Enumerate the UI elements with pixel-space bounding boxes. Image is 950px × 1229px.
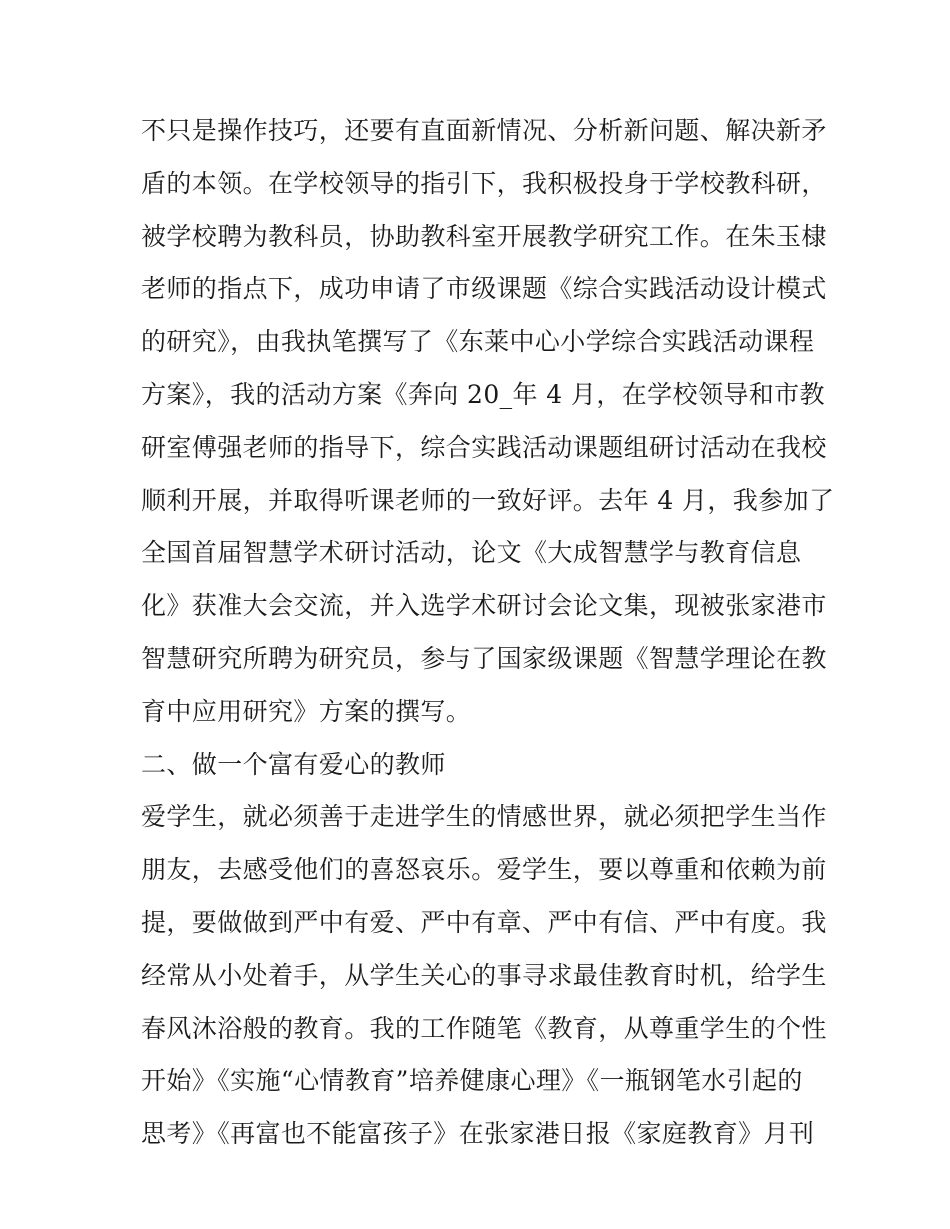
text-line: 朋友，去感受他们的喜怒哀乐。爱学生，要以尊重和依赖为前 [141, 855, 827, 885]
text-line: 方案》，我的活动方案《奔向 20_年 4 月，在学校领导和市教 [141, 379, 825, 409]
text-line: 盾的本领。在学校领导的指引下，我积极投身于学校教科研， [141, 168, 827, 198]
text-line: 爱学生，就必须善于走进学生的情感世界，就必须把学生当作 [141, 802, 827, 832]
text-line: 不只是操作技巧，还要有直面新情况、分析新问题、解决新矛 [141, 116, 827, 145]
text-line: 老师的指点下，成功申请了市级课题《综合实践活动设计模式 [141, 274, 827, 304]
text-line: 开始》《实施“心情教育”培养健康心理》《一瓶钢笔水引起的 [141, 1066, 803, 1096]
text-line: 提，要做做到严中有爱、严中有章、严中有信、严中有度。我 [141, 907, 827, 937]
text-line: 智慧研究所聘为研究员，参与了国家级课题《智慧学理论在教 [141, 643, 827, 673]
body-text [141, 105, 835, 1161]
text-line: 的研究》，由我执笔撰写了《东莱中心小学综合实践活动课程 [141, 327, 815, 357]
text-line: 被学校聘为教科员，协助教科室开展教学研究工作。在朱玉棣 [141, 221, 827, 251]
text-line: 经常从小处着手，从学生关心的事寻求最佳教育时机，给学生 [141, 960, 827, 990]
text-line: 研室傅强老师的指导下，综合实践活动课题组研讨活动在我校 [141, 432, 827, 462]
text-line: 全国首届智慧学术研讨活动，论文《大成智慧学与教育信息 [141, 538, 802, 568]
text-line: 育中应用研究》方案的撰写。 [141, 696, 472, 726]
section-heading: 二、做一个富有爱心的教师 [141, 749, 446, 779]
text-line: 顺利开展，并取得听课老师的一致好评。去年 4 月，我参加了 [141, 485, 835, 515]
text-line: 思考》《再富也不能富孩子》在张家港日报《家庭教育》月刊 [141, 1119, 815, 1149]
text-line: 春风沐浴般的教育。我的工作随笔《教育，从尊重学生的个性 [141, 1013, 827, 1043]
text-line: 化》获准大会交流，并入选学术研讨会论文集，现被张家港市 [141, 591, 827, 621]
